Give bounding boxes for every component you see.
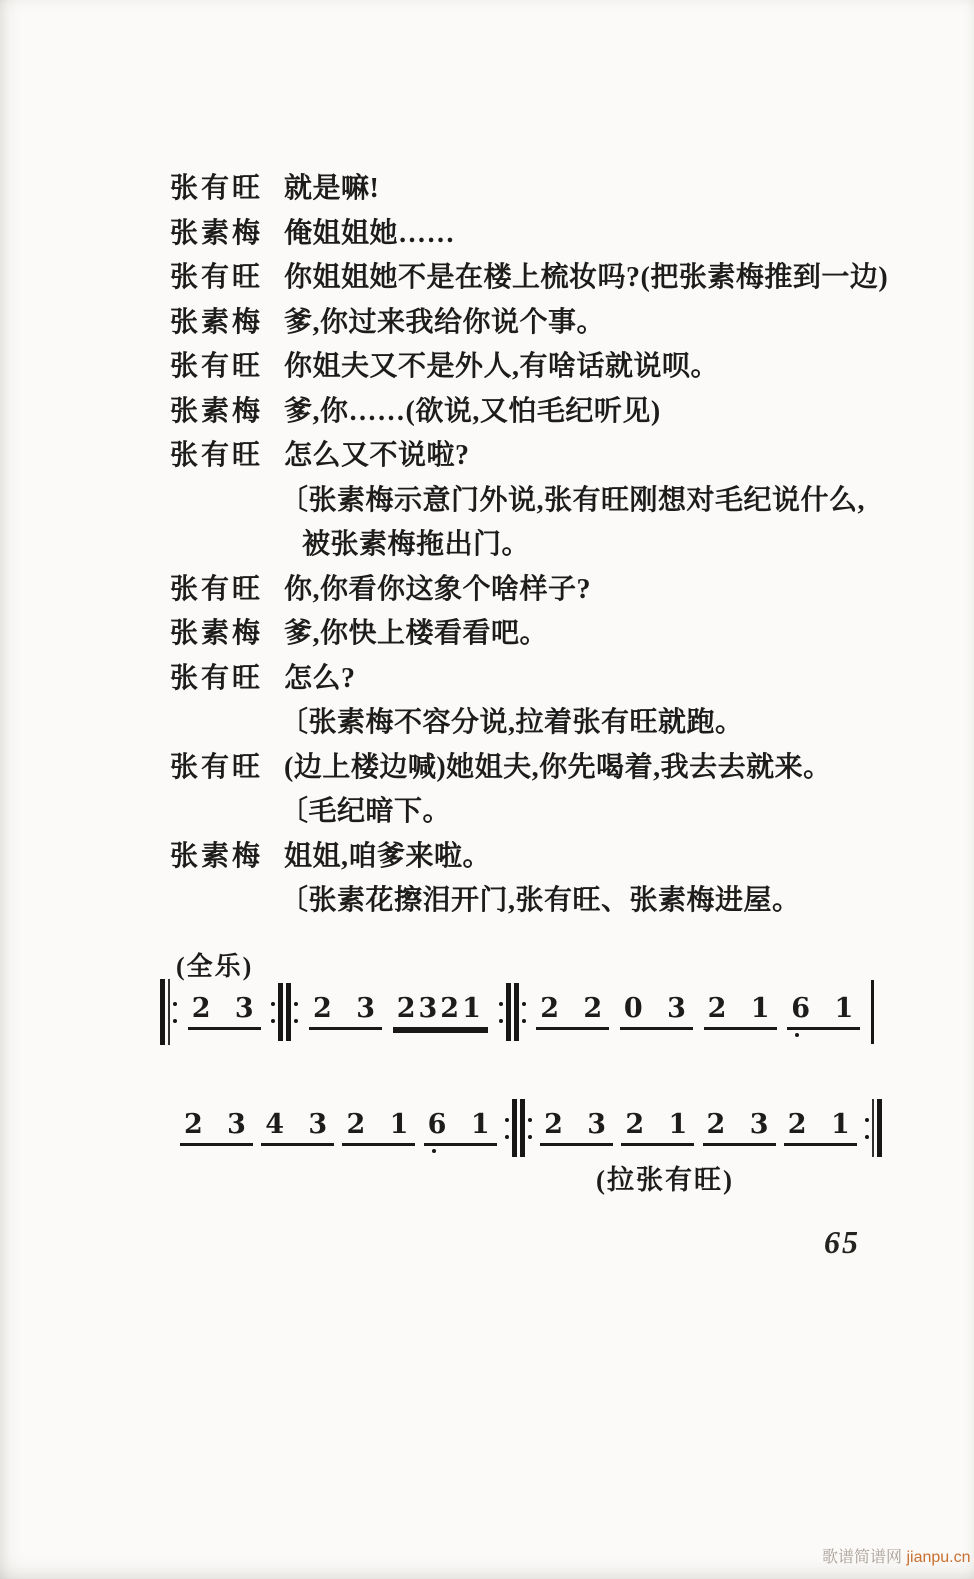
dialogue-text: 你,你看你这象个啥样子? <box>284 573 592 605</box>
dialogue-text: 怎么又不说啦? <box>284 440 470 471</box>
note-group-low-octave: 6 1 <box>424 1110 497 1146</box>
script-line <box>170 166 930 211</box>
speaker-name: 张素梅 <box>170 618 264 649</box>
dialogue-text: 爹,你过来我给你说个事。 <box>284 306 606 338</box>
end-repeat-sign <box>865 1099 882 1157</box>
script-line <box>170 255 930 300</box>
dialogue-text: 你姐夫又不是外人,有啥话就说呗。 <box>284 351 720 382</box>
speaker-name: 张有旺 <box>170 262 264 293</box>
dialogue-block <box>170 166 930 923</box>
dialogue-text: 姐姐,咱爹来啦。 <box>284 840 492 872</box>
barline <box>871 980 874 1044</box>
music-staff-line-2 <box>180 1096 882 1160</box>
note-group: 2 1 <box>621 1110 694 1146</box>
dialogue-text: 就是嘛! <box>284 173 380 204</box>
dialogue-text: 怎么? <box>284 662 356 694</box>
dialogue-text: 俺姐姐她…… <box>284 217 456 249</box>
watermark <box>822 1544 971 1567</box>
note-group: 2 2 <box>536 994 609 1030</box>
note-group: 2 3 <box>309 994 382 1030</box>
stage-direction <box>170 789 930 834</box>
note-group: 4 3 <box>261 1110 334 1146</box>
speaker-name: 张有旺 <box>170 573 264 605</box>
speaker-name: 张素梅 <box>170 840 264 872</box>
note-group: 2 3 <box>703 1110 776 1146</box>
note-group: 2 1 <box>784 1110 857 1146</box>
stage-direction-text: 〔张素梅示意门外说,张有旺刚想对毛纪说什么, <box>280 484 866 516</box>
speaker-name: 张有旺 <box>170 662 264 694</box>
speaker-name: 张有旺 <box>170 751 264 783</box>
note-group: 2 3 <box>540 1110 613 1146</box>
double-repeat-sign <box>271 983 298 1041</box>
repeat-dots <box>499 983 503 1041</box>
stage-direction-continued <box>170 522 930 567</box>
begin-repeat-sign <box>160 979 177 1045</box>
script-line <box>170 389 930 434</box>
script-line <box>170 211 930 256</box>
double-repeat-sign <box>505 1099 532 1157</box>
note-group-sixteenth: 2321 <box>393 994 488 1030</box>
speaker-name: 张素梅 <box>170 217 264 249</box>
script-line <box>170 433 930 478</box>
speaker-name: 张有旺 <box>170 173 264 204</box>
music-cue-label: (拉张有旺) <box>596 1165 734 1195</box>
stage-direction-text: 被张素梅拖出门。 <box>302 529 531 560</box>
page-number: 65 <box>824 1224 860 1260</box>
dialogue-text: (边上楼边喊)她姐夫,你先喝着,我去去就来。 <box>284 751 832 783</box>
stage-direction-text: 〔张素梅不容分说,拉着张有旺就跑。 <box>280 707 744 738</box>
repeat-dots <box>271 983 275 1041</box>
double-repeat-sign <box>499 983 526 1041</box>
script-line <box>170 745 930 790</box>
speaker-name: 张有旺 <box>170 440 264 471</box>
script-line <box>170 611 930 656</box>
repeat-dots <box>528 1099 532 1157</box>
repeat-dots <box>505 1099 509 1157</box>
stage-direction <box>170 878 930 923</box>
dialogue-text: 爹,你……(欲说,又怕毛纪听见) <box>284 395 661 427</box>
speaker-name: 张有旺 <box>170 351 264 382</box>
speaker-name: 张素梅 <box>170 395 264 427</box>
note-group: 0 3 <box>620 994 693 1030</box>
watermark-site-name: 歌谱简谱网 <box>822 1549 903 1566</box>
script-line <box>170 834 930 879</box>
music-section-label: (全乐) <box>176 952 254 981</box>
note-group: 2 1 <box>704 994 777 1030</box>
speaker-name: 张素梅 <box>170 306 264 338</box>
repeat-dots <box>173 979 177 1045</box>
note-group: 2 3 <box>188 994 261 1030</box>
watermark-site-url: jianpu.cn <box>906 1549 971 1566</box>
dialogue-text: 你姐姐她不是在楼上梳妆吗?(把张素梅推到一边) <box>284 262 889 293</box>
script-line <box>170 300 930 345</box>
repeat-dots <box>522 983 526 1041</box>
note-group: 2 3 <box>180 1110 253 1146</box>
script-line <box>170 656 930 701</box>
music-staff-line-1 <box>160 980 874 1044</box>
note-group-low-octave: 6 1 <box>787 994 860 1030</box>
stage-direction-text: 〔张素花擦泪开门,张有旺、张素梅进屋。 <box>280 885 801 916</box>
repeat-dots <box>294 983 298 1041</box>
script-line <box>170 344 930 389</box>
stage-direction <box>170 478 930 523</box>
repeat-dots <box>865 1099 869 1157</box>
script-line <box>170 567 930 612</box>
note-group: 2 1 <box>342 1110 415 1146</box>
stage-direction <box>170 700 930 745</box>
stage-direction-text: 〔毛纪暗下。 <box>280 796 452 827</box>
dialogue-text: 爹,你快上楼看看吧。 <box>284 618 549 649</box>
